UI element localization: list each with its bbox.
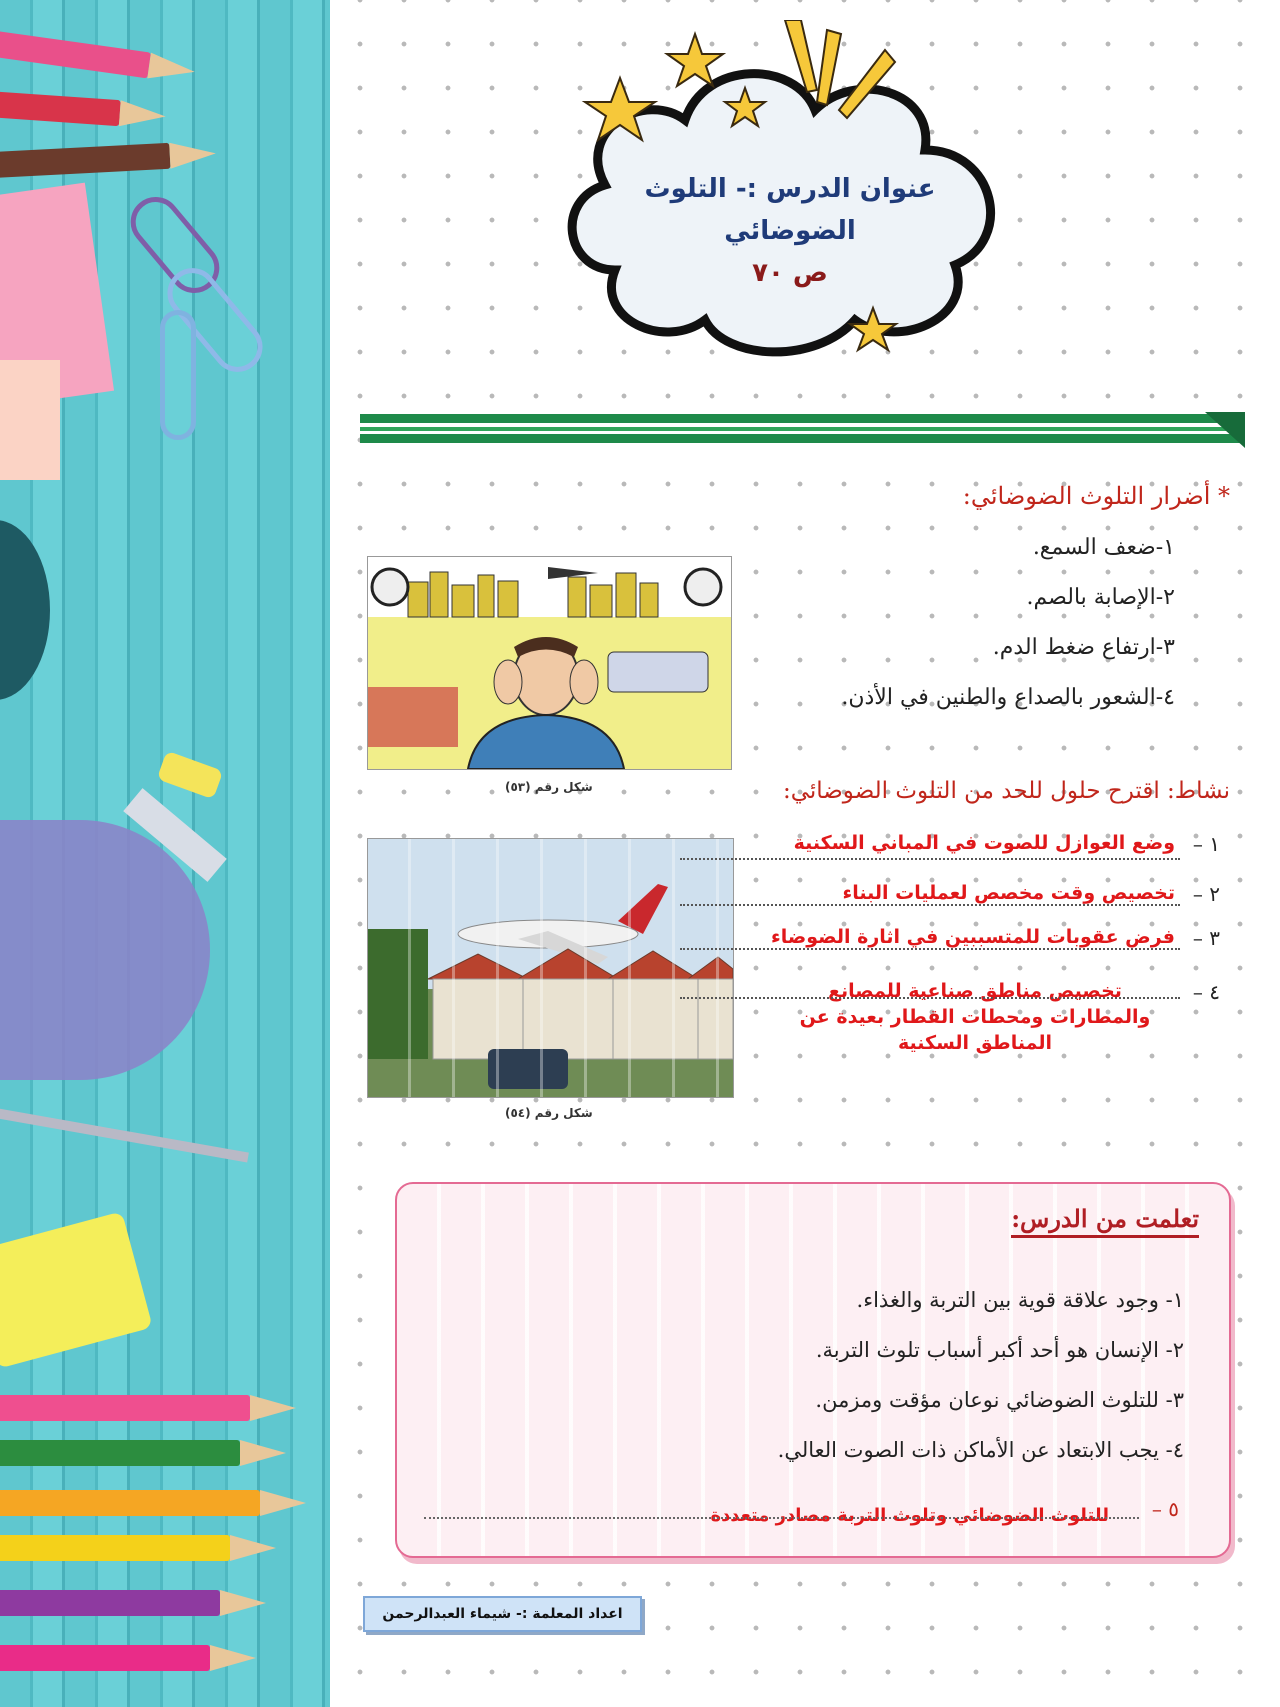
pushpin-icon xyxy=(157,751,224,800)
list-item: ٤-الشعور بالصداع والطنين في الأذن. xyxy=(841,685,1175,710)
list-item: ٢- الإنسان هو أحد أكبر أسباب تلوث التربة. xyxy=(815,1338,1184,1362)
decorative-stationery-background xyxy=(0,0,330,1707)
harms-list xyxy=(695,528,1175,728)
answer-line xyxy=(424,1517,1139,1519)
highlighter-yellow xyxy=(0,1211,153,1368)
learned-item-5-number: ٥ – xyxy=(1151,1497,1179,1521)
list-item: ١-ضعف السمع. xyxy=(1032,535,1175,560)
lesson-title-line1: عنوان الدرس :- التلوث xyxy=(644,174,936,204)
activity-answer[interactable]: وضع العوازل للصوت في المباني السكنية xyxy=(793,832,1175,854)
paintbrush-icon xyxy=(0,1108,249,1163)
figure-airplane-photo xyxy=(367,838,734,1098)
list-item: ٣-ارتفاع ضغط الدم. xyxy=(992,635,1175,660)
speaker-icon xyxy=(685,569,721,605)
pencil-brown xyxy=(0,143,171,179)
activity-row xyxy=(660,832,1220,872)
lesson-title xyxy=(600,168,980,294)
learned-item-5-answer[interactable]: للتلوث الضوضائي وتلوث التربة مصادر متعددة xyxy=(710,1505,1109,1526)
paperclip-icon xyxy=(160,310,196,440)
activity-row xyxy=(660,882,1220,922)
answer-line xyxy=(680,904,1180,906)
figure-noise-illustration xyxy=(367,556,732,770)
tree xyxy=(368,929,428,1059)
pencil-pink xyxy=(0,28,151,79)
tape-roll xyxy=(0,520,50,700)
figure-54-caption: شكل رقم (٥٤) xyxy=(505,1106,593,1120)
protractor xyxy=(0,820,210,1080)
activity-row-number: ٤ – xyxy=(1192,980,1220,1004)
activity-row xyxy=(660,980,1220,1054)
pencil-red xyxy=(0,90,121,126)
activity-row-number: ٢ – xyxy=(1192,882,1220,906)
activity-row-number: ١ – xyxy=(1192,832,1220,856)
answer-line xyxy=(680,858,1180,860)
learned-list xyxy=(444,1280,1184,1480)
train-icon xyxy=(608,652,708,692)
answer-line xyxy=(680,997,1180,999)
list-item: ٣- للتلوث الضوضائي نوعان مؤقت ومزمن. xyxy=(815,1388,1184,1412)
star-icon xyxy=(667,34,723,86)
pencil-magenta xyxy=(0,1645,210,1671)
learned-title: تعلمت من الدرس: xyxy=(1011,1204,1199,1238)
activity-answer[interactable]: تخصيص وقت مخصص لعمليات البناء xyxy=(842,882,1175,904)
lesson-page-number: ص ٧٠ xyxy=(752,258,828,288)
answer-line xyxy=(680,948,1180,950)
pencil-pink xyxy=(0,1395,250,1421)
activity-row-number: ٣ – xyxy=(1192,926,1220,950)
figure-53-caption: شكل رقم (٥٣) xyxy=(505,780,593,794)
divider-banner xyxy=(360,412,1245,448)
sticky-note-peach xyxy=(0,360,60,480)
activity-heading: نشاط: اقترح حلول للحد من التلوث الضوضائي: xyxy=(782,778,1230,804)
harms-heading: * أضرار التلوث الضوضائي: xyxy=(962,482,1230,510)
list-item: ٢-الإصابة بالصم. xyxy=(1026,585,1175,610)
speaker-icon xyxy=(372,569,408,605)
activity-row xyxy=(660,926,1220,966)
learned-item-5 xyxy=(424,1497,1179,1539)
lesson-title-line2: الضوضائي xyxy=(724,216,856,246)
list-item: ٤- يجب الابتعاد عن الأماكن ذات الصوت العالي. xyxy=(777,1438,1184,1462)
car-icon xyxy=(488,1049,568,1089)
pencil-purple xyxy=(0,1590,220,1616)
teacher-credit: اعداد المعلمة :- شيماء العبدالرحمن xyxy=(363,1596,642,1632)
list-item: ١- وجود علاقة قوية بين التربة والغذاء. xyxy=(856,1288,1184,1312)
activity-answer[interactable]: تخصيص مناطق صناعية للمصانع والمطارات ومحطات القطار بعيدة عن المناطق السكنية xyxy=(799,980,1151,1054)
pencil-green xyxy=(0,1440,240,1466)
pencil-yellow xyxy=(0,1535,230,1561)
pencil-orange xyxy=(0,1490,260,1516)
activity-answer[interactable]: فرض عقوبات للمتسببين في اثارة الضوضاء xyxy=(771,926,1175,948)
learned-summary-box xyxy=(395,1182,1231,1558)
